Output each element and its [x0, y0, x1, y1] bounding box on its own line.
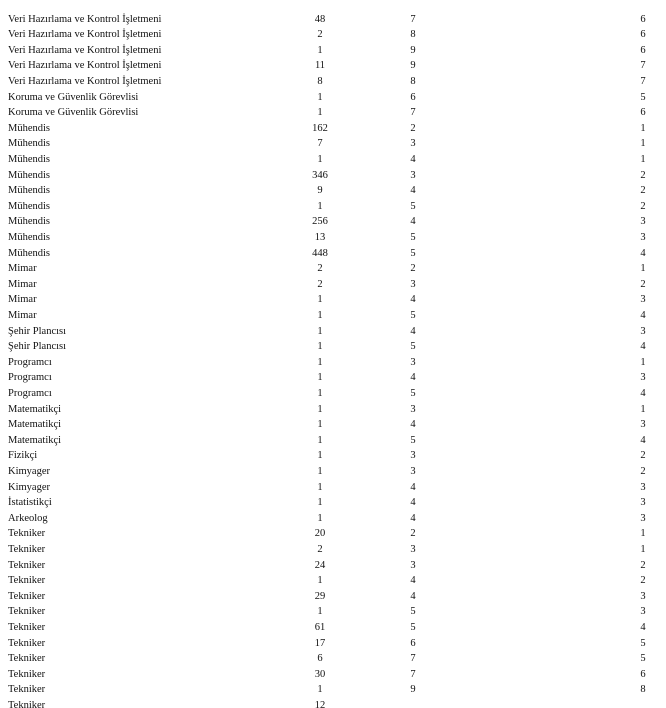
position-count: 1	[317, 512, 323, 524]
position-grade: 9	[410, 44, 416, 56]
position-grade: 3	[410, 559, 416, 571]
position-level: 2	[640, 278, 646, 290]
position-level: 3	[640, 216, 646, 228]
position-level: 4	[640, 341, 646, 353]
position-grade: 4	[410, 216, 416, 228]
position-title: Mimar	[8, 309, 37, 321]
position-count: 1	[317, 309, 323, 321]
position-level: 2	[640, 559, 646, 571]
table-row	[0, 604, 666, 620]
position-title: Tekniker	[8, 606, 46, 618]
table-row	[0, 292, 666, 308]
table-row	[0, 339, 666, 355]
position-title: Tekniker	[8, 653, 46, 665]
position-grade: 3	[410, 138, 416, 150]
position-title: Veri Hazırlama ve Kontrol İşletmeni	[8, 60, 162, 72]
position-count: 1	[317, 575, 323, 587]
position-title: Mimar	[8, 294, 37, 306]
position-grade: 3	[410, 465, 416, 477]
position-level: 5	[640, 653, 646, 665]
position-level: 3	[640, 606, 646, 618]
position-title: İstatistikçi	[8, 497, 52, 509]
table-row	[0, 261, 666, 277]
position-grade: 5	[410, 341, 416, 353]
position-grade: 7	[410, 653, 416, 665]
table-row	[0, 246, 666, 262]
position-count: 20	[314, 528, 326, 540]
position-title: Programcı	[8, 372, 52, 384]
table-row	[0, 464, 666, 480]
position-count: 61	[314, 621, 326, 633]
position-title: Mimar	[8, 263, 37, 275]
position-grade: 4	[410, 575, 416, 587]
table-row	[0, 152, 666, 168]
table-row	[0, 402, 666, 418]
position-grade: 4	[410, 325, 416, 337]
table-row	[0, 480, 666, 496]
position-grade: 7	[410, 107, 416, 119]
position-level: 1	[640, 153, 646, 165]
position-level: 1	[640, 263, 646, 275]
position-count: 13	[314, 231, 326, 243]
position-grade: 4	[410, 497, 416, 509]
position-grade: 3	[410, 450, 416, 462]
position-count: 1	[317, 200, 323, 212]
position-count: 1	[317, 44, 323, 56]
table-row	[0, 526, 666, 542]
position-grade: 4	[410, 294, 416, 306]
position-grade: 2	[410, 528, 416, 540]
table-row	[0, 230, 666, 246]
position-title: Tekniker	[8, 668, 46, 680]
position-level: 3	[640, 231, 646, 243]
position-title: Veri Hazırlama ve Kontrol İşletmeni	[8, 75, 162, 87]
position-grade: 4	[410, 512, 416, 524]
position-grade: 4	[410, 153, 416, 165]
position-count: 1	[317, 91, 323, 103]
position-level: 3	[640, 497, 646, 509]
position-title: Tekniker	[8, 699, 46, 708]
table-row	[0, 589, 666, 605]
position-title: Tekniker	[8, 621, 46, 633]
position-title: Kimyager	[8, 481, 50, 493]
position-grade: 9	[410, 60, 416, 72]
table-row	[0, 636, 666, 652]
position-title: Mühendis	[8, 200, 50, 212]
position-grade: 6	[410, 91, 416, 103]
position-title: Tekniker	[8, 575, 46, 587]
position-level: 6	[640, 44, 646, 56]
position-title: Mühendis	[8, 231, 50, 243]
position-grade: 4	[410, 419, 416, 431]
position-count: 1	[317, 606, 323, 618]
position-grade: 8	[410, 75, 416, 87]
position-grade: 3	[410, 403, 416, 415]
position-level: 3	[640, 419, 646, 431]
table-row	[0, 698, 666, 708]
position-count: 6	[317, 653, 323, 665]
table-row	[0, 136, 666, 152]
table-row	[0, 573, 666, 589]
position-count: 29	[314, 590, 326, 602]
position-title: Mühendis	[8, 185, 50, 197]
position-level: 6	[640, 13, 646, 25]
position-count: 162	[312, 122, 328, 134]
position-level: 3	[640, 372, 646, 384]
table-row	[0, 214, 666, 230]
table-row	[0, 495, 666, 511]
position-title: Kimyager	[8, 465, 50, 477]
position-grade: 5	[410, 621, 416, 633]
position-title: Tekniker	[8, 684, 46, 696]
position-title: Koruma ve Güvenlik Görevlisi	[8, 91, 139, 103]
table-row	[0, 43, 666, 59]
table-row	[0, 620, 666, 636]
table-row	[0, 90, 666, 106]
position-title: Şehir Plancısı	[8, 325, 67, 337]
position-level: 2	[640, 169, 646, 181]
position-count: 12	[314, 699, 326, 708]
position-grade: 7	[410, 668, 416, 680]
position-title: Mühendis	[8, 247, 50, 259]
position-count: 1	[317, 481, 323, 493]
table-row	[0, 105, 666, 121]
position-level: 2	[640, 450, 646, 462]
table-row	[0, 58, 666, 74]
position-title: Mimar	[8, 278, 37, 290]
position-grade: 5	[410, 309, 416, 321]
position-count: 1	[317, 341, 323, 353]
table-row	[0, 12, 666, 28]
position-title: Fizikçi	[8, 450, 38, 462]
position-level: 5	[640, 637, 646, 649]
position-level: 3	[640, 325, 646, 337]
position-grade: 5	[410, 434, 416, 446]
position-level: 3	[640, 481, 646, 493]
table-row	[0, 277, 666, 293]
position-title: Veri Hazırlama ve Kontrol İşletmeni	[8, 29, 162, 41]
position-grade: 6	[410, 637, 416, 649]
position-count: 448	[312, 247, 328, 259]
position-count: 2	[317, 29, 323, 41]
position-level: 1	[640, 528, 646, 540]
position-grade: 2	[410, 122, 416, 134]
position-grade: 3	[410, 169, 416, 181]
position-title: Tekniker	[8, 637, 46, 649]
position-count: 346	[312, 169, 328, 181]
table-row	[0, 183, 666, 199]
position-count: 24	[314, 559, 326, 571]
position-title: Tekniker	[8, 543, 46, 555]
position-title: Programcı	[8, 387, 52, 399]
position-title: Arkeolog	[8, 512, 48, 524]
position-level: 6	[640, 29, 646, 41]
position-level: 4	[640, 309, 646, 321]
position-level: 3	[640, 512, 646, 524]
position-level: 6	[640, 668, 646, 680]
table-row	[0, 324, 666, 340]
table-row	[0, 355, 666, 371]
position-count: 1	[317, 497, 323, 509]
table-row	[0, 199, 666, 215]
position-count: 1	[317, 684, 323, 696]
position-level: 4	[640, 434, 646, 446]
position-grade: 3	[410, 543, 416, 555]
position-level: 4	[640, 247, 646, 259]
position-count: 17	[314, 637, 326, 649]
position-count: 1	[317, 403, 323, 415]
position-title: Mühendis	[8, 169, 50, 181]
position-count: 8	[317, 75, 323, 87]
position-grade: 5	[410, 247, 416, 259]
position-count: 1	[317, 372, 323, 384]
position-grade: 5	[410, 387, 416, 399]
position-title: Matematikçi	[8, 434, 62, 446]
position-title: Veri Hazırlama ve Kontrol İşletmeni	[8, 13, 162, 25]
position-count: 1	[317, 434, 323, 446]
position-count: 48	[314, 13, 326, 25]
position-title: Matematikçi	[8, 419, 62, 431]
position-count: 30	[314, 668, 326, 680]
table-row	[0, 370, 666, 386]
table-row	[0, 651, 666, 667]
position-title: Mühendis	[8, 153, 50, 165]
position-grade: 5	[410, 231, 416, 243]
position-level: 2	[640, 185, 646, 197]
position-title: Mühendis	[8, 216, 50, 228]
table-row	[0, 168, 666, 184]
position-title: Tekniker	[8, 528, 46, 540]
position-level: 1	[640, 138, 646, 150]
position-title: Tekniker	[8, 590, 46, 602]
position-grade: 4	[410, 185, 416, 197]
position-count: 11	[314, 60, 326, 72]
table-row	[0, 417, 666, 433]
position-level: 2	[640, 575, 646, 587]
position-level: 4	[640, 387, 646, 399]
position-level: 5	[640, 91, 646, 103]
position-grade: 4	[410, 372, 416, 384]
position-grade: 8	[410, 29, 416, 41]
position-grade: 7	[410, 13, 416, 25]
position-title: Koruma ve Güvenlik Görevlisi	[8, 107, 139, 119]
position-grade: 2	[410, 263, 416, 275]
position-title: Mühendis	[8, 138, 50, 150]
position-title: Matematikçi	[8, 403, 62, 415]
position-count: 1	[317, 387, 323, 399]
position-count: 1	[317, 356, 323, 368]
position-level: 7	[640, 75, 646, 87]
table-row	[0, 74, 666, 90]
position-grade: 9	[410, 684, 416, 696]
position-grade: 3	[410, 278, 416, 290]
position-count: 7	[317, 138, 323, 150]
table-row	[0, 433, 666, 449]
table-row	[0, 558, 666, 574]
position-count: 1	[317, 450, 323, 462]
table-row	[0, 386, 666, 402]
position-count: 2	[317, 263, 323, 275]
table-row	[0, 448, 666, 464]
position-level: 1	[640, 122, 646, 134]
table-row	[0, 682, 666, 698]
position-title: Veri Hazırlama ve Kontrol İşletmeni	[8, 44, 162, 56]
position-count: 1	[317, 325, 323, 337]
table-row	[0, 542, 666, 558]
position-count: 1	[317, 107, 323, 119]
position-level: 1	[640, 403, 646, 415]
position-grade: 5	[410, 606, 416, 618]
position-level: 7	[640, 60, 646, 72]
position-title: Programcı	[8, 356, 52, 368]
position-grade: 4	[410, 481, 416, 493]
position-level: 3	[640, 294, 646, 306]
position-count: 1	[317, 419, 323, 431]
position-level: 4	[640, 621, 646, 633]
position-count: 2	[317, 543, 323, 555]
position-title: Tekniker	[8, 559, 46, 571]
table-row	[0, 667, 666, 683]
position-level: 8	[640, 684, 646, 696]
position-grade: 4	[410, 590, 416, 602]
table-row	[0, 121, 666, 137]
position-level: 1	[640, 543, 646, 555]
position-count: 1	[317, 294, 323, 306]
position-title: Mühendis	[8, 122, 50, 134]
position-level: 1	[640, 356, 646, 368]
position-level: 2	[640, 465, 646, 477]
position-grade: 5	[410, 200, 416, 212]
position-count: 1	[317, 465, 323, 477]
position-level: 2	[640, 200, 646, 212]
table-row	[0, 27, 666, 43]
position-count: 9	[317, 185, 323, 197]
position-level: 6	[640, 107, 646, 119]
position-count: 2	[317, 278, 323, 290]
position-count: 1	[317, 153, 323, 165]
position-title: Şehir Plancısı	[8, 341, 67, 353]
position-level: 3	[640, 590, 646, 602]
table-row	[0, 308, 666, 324]
position-grade: 3	[410, 356, 416, 368]
table-row	[0, 511, 666, 527]
position-count: 256	[312, 216, 328, 228]
